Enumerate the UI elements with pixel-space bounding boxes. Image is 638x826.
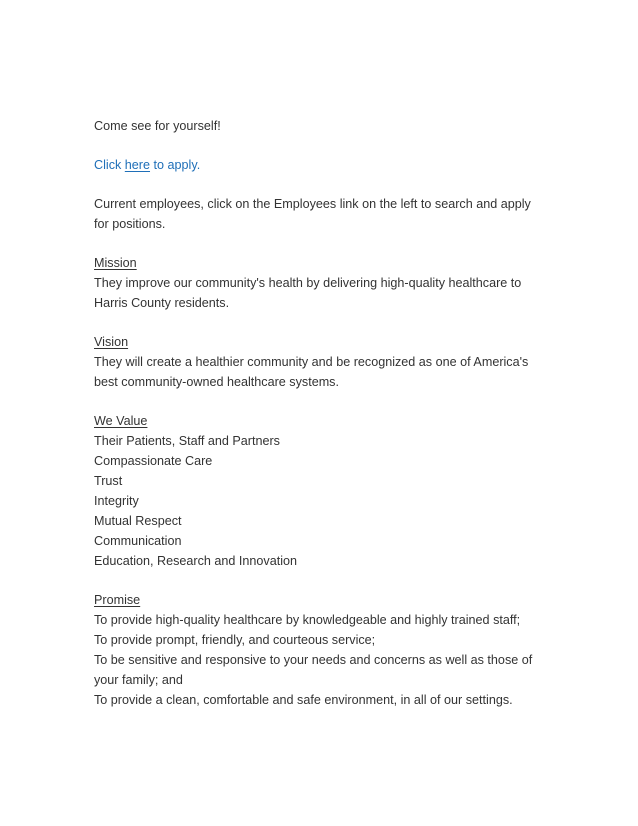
apply-here-link[interactable]: here	[124, 158, 151, 172]
spacer	[94, 175, 544, 194]
values-item: Education, Research and Innovation	[94, 554, 298, 568]
values-heading: We Value	[94, 414, 148, 428]
vision-section	[94, 332, 544, 392]
spacer	[94, 136, 544, 155]
mission-line-1: They improve our community's health by delivering high-quality healthcare to	[94, 276, 522, 290]
values-item: Compassionate Care	[94, 454, 213, 468]
apply-suffix: to apply.	[150, 158, 201, 172]
values-item: Their Patients, Staff and Partners	[94, 434, 280, 448]
values-item: Communication	[94, 534, 182, 548]
promise-line: To be sensitive and responsive to your needs and concerns as well as those of	[94, 653, 533, 667]
spacer	[94, 234, 544, 253]
vision-line-1: They will create a healthier community and be recognized as one of America's	[94, 355, 529, 369]
promise-line: your family; and	[94, 673, 183, 687]
values-item: Mutual Respect	[94, 514, 182, 528]
apply-line	[94, 155, 544, 175]
values-item: Trust	[94, 474, 123, 488]
spacer	[94, 313, 544, 332]
values-item: Integrity	[94, 494, 139, 508]
values-section	[94, 411, 544, 571]
mission-section	[94, 253, 544, 313]
promise-line: To provide a clean, comfortable and safe environment, in all of our settings.	[94, 693, 513, 707]
apply-prefix: Click	[94, 158, 125, 172]
employees-text-line-1: Current employees, click on the Employees link on the left to search and apply	[94, 197, 531, 211]
mission-heading: Mission	[94, 256, 137, 270]
promise-line: To provide prompt, friendly, and courteous service;	[94, 633, 376, 647]
mission-line-2: Harris County residents.	[94, 296, 230, 310]
promise-line: To provide high-quality healthcare by knowledgeable and highly trained staff;	[94, 613, 521, 627]
intro-text: Come see for yourself!	[94, 119, 221, 133]
spacer	[94, 392, 544, 411]
vision-line-2: best community-owned healthcare systems.	[94, 375, 339, 389]
promise-heading: Promise	[94, 593, 141, 607]
vision-heading: Vision	[94, 335, 129, 349]
document-page	[94, 116, 544, 710]
promise-section	[94, 590, 544, 710]
employees-text-line-2: for positions.	[94, 217, 166, 231]
spacer	[94, 571, 544, 590]
